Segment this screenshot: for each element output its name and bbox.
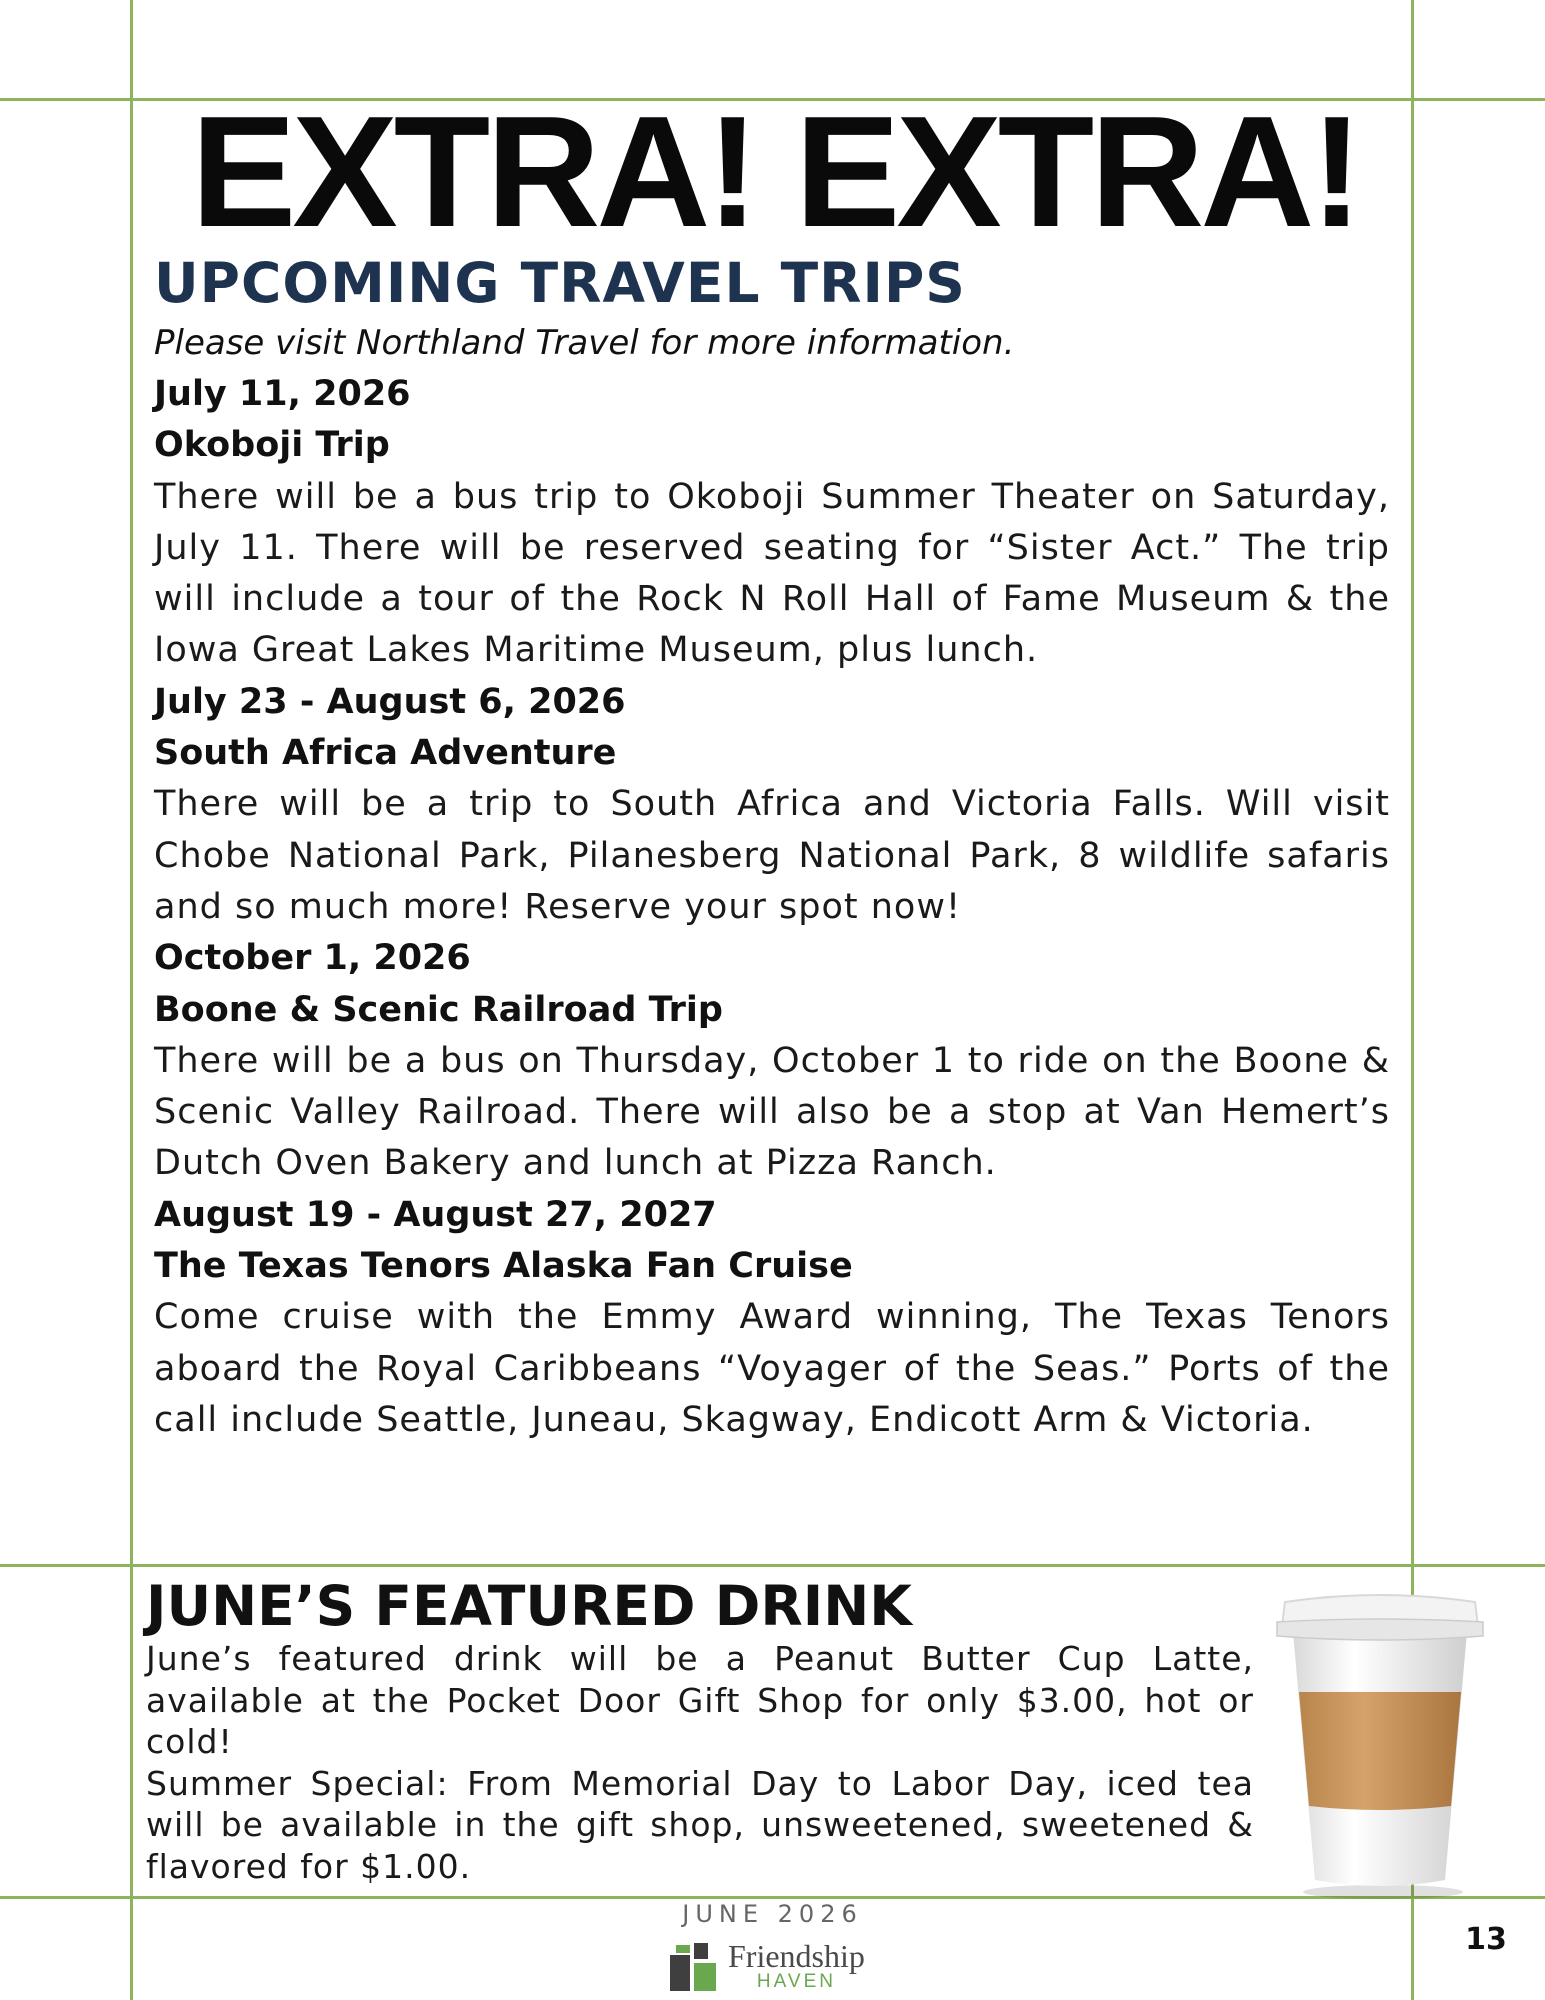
page-number: 13 [1465, 1922, 1507, 1957]
trip-entry [154, 1190, 1390, 1446]
coffee-cup-icon [1255, 1580, 1505, 1900]
friendship-haven-logo-icon [668, 1941, 720, 1991]
travel-section-title: UPCOMING TRAVEL TRIPS [154, 251, 966, 315]
trip-date: October 1, 2026 [154, 938, 471, 979]
middle-grid-line [0, 1564, 1545, 1567]
logo-name: Friendship [728, 1938, 865, 1974]
trip-date: July 11, 2026 [154, 374, 411, 414]
trip-date: July 23 - August 6, 2026 [154, 681, 626, 722]
summer-special-description: Summer Special: From Memorial Day to Labor Day, iced tea will be available in the gift shop, unsweetened, sweetened & flavored for $1.00. [146, 1763, 1254, 1886]
friendship-haven-logo [668, 1940, 865, 1992]
trip-name: Boone & Scenic Railroad Trip [154, 989, 723, 1030]
trip-name: The Texas Tenors Alaska Fan Cruise [154, 1246, 853, 1287]
trip-description: Come cruise with the Emmy Award winning, The Texas Tenors aboard the Royal Caribbeans “Voyager of the Seas.” Ports of the call include Seattle, Juneau, Skagway, Endicott Arm & Victoria. [154, 1297, 1390, 1440]
trip-description: There will be a bus trip to Okoboji Summer Theater on Saturday, July 11. There will be reserved seating for “Sister Act.” The trip will include a tour of the Rock N Roll Hall of Fame Museum & the Iowa Great Lakes Maritime Museum, plus lunch. [154, 476, 1390, 671]
footer-month: JUNE 2026 [682, 1900, 863, 1928]
travel-section-subtitle: Please visit Northland Travel for more information. [154, 323, 1015, 363]
trip-date: August 19 - August 27, 2027 [154, 1194, 717, 1235]
trip-name: South Africa Adventure [154, 733, 617, 774]
trip-description: There will be a bus on Thursday, October 1 to ride on the Boone & Scenic Valley Railroad. There will also be a stop at Van Hemert’s Dutch Oven Bakery and lunch at Pizza Ranch. [154, 1040, 1390, 1184]
featured-drink-description: June’s featured drink will be a Peanut Butter Cup Latte, available at the Pocket Door Gift Shop for only $3.00, hot or cold! [146, 1639, 1254, 1761]
featured-drink-title: JUNE’S FEATURED DRINK [146, 1574, 912, 1638]
logo-subtitle: HAVEN [756, 1971, 836, 1992]
headline: EXTRA! EXTRA! [190, 84, 1360, 260]
trip-entry [154, 369, 1390, 677]
trip-entry [154, 677, 1390, 933]
trip-description: There will be a trip to South Africa and Victoria Falls. Will visit Chobe National Park, Pilanesberg National Park, 8 wildlife safaris and so much more! Reserve your spot now! [154, 784, 1390, 927]
featured-drink-section [146, 1574, 1254, 1887]
logo-text [728, 1940, 865, 1992]
trip-name: Okoboji Trip [154, 425, 390, 466]
trip-entry [154, 933, 1390, 1189]
travel-section [154, 248, 1390, 1446]
left-grid-line [130, 0, 133, 2000]
